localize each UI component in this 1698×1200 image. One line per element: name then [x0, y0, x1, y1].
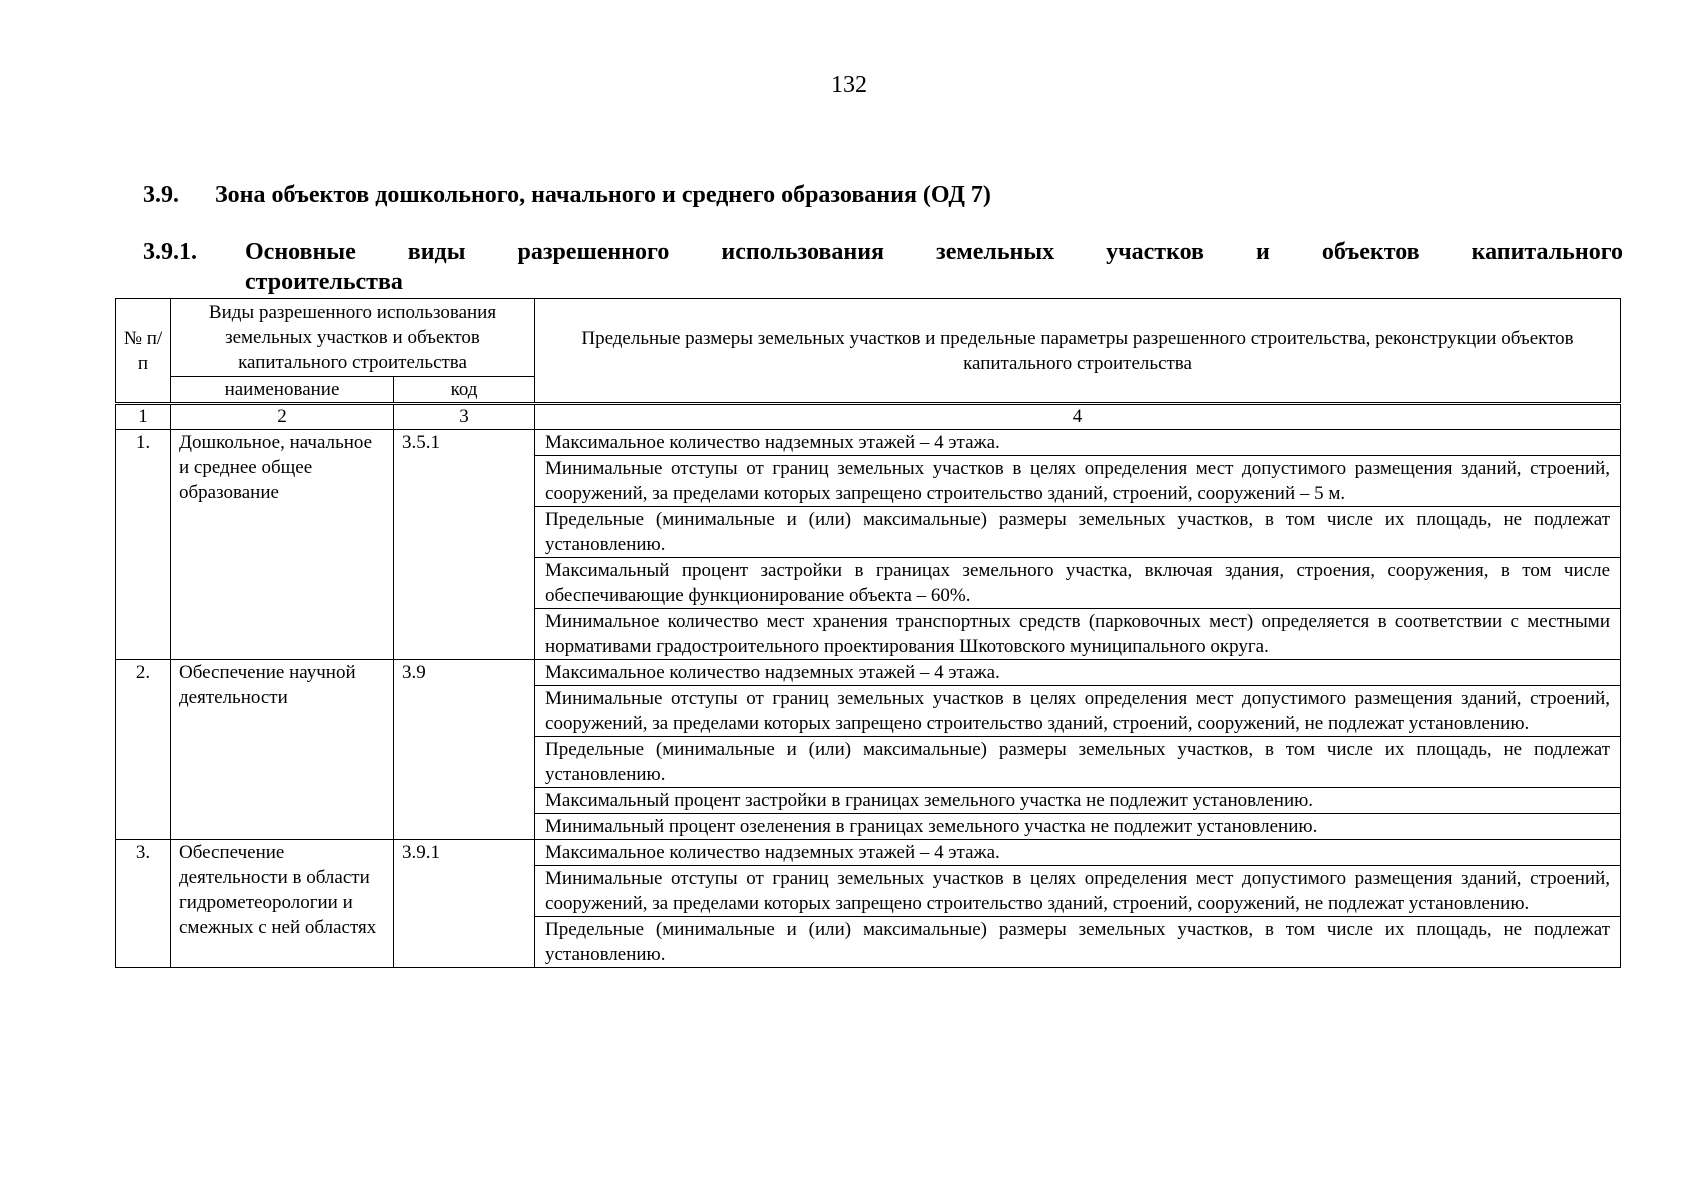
table-row — [116, 430, 1621, 456]
table-row — [116, 840, 1621, 866]
column-number-row — [116, 404, 1621, 430]
column-number: 3 — [394, 404, 535, 430]
subsection-number: 3.9.1. — [143, 239, 197, 265]
use-code: 3.9 — [394, 660, 535, 840]
parameter-cell: Максимальное количество надземных этажей – 4 этажа. — [535, 660, 1621, 686]
section-number: 3.9. — [143, 182, 179, 208]
parameter-cell: Предельные (минимальные и (или) максимальные) размеры земельных участков, в том числе их площадь, не подлежат установлению. — [535, 917, 1621, 968]
column-number: 2 — [171, 404, 394, 430]
parameter-cell: Максимальный процент застройки в границах земельного участка, включая здания, строения, сооружения, в том числе обеспечивающие функционирование объекта – 60%. — [535, 558, 1621, 609]
parameter-cell: Минимальное количество мест хранения транспортных средств (парковочных мест) определяется в соответствии с местными нормативами градостроительного проектирования Шкотовского муниципального округа. — [535, 609, 1621, 660]
parameter-cell: Минимальный процент озеленения в границах земельного участка не подлежит установлению. — [535, 814, 1621, 840]
header-code: код — [394, 377, 535, 404]
subsection-title-line2: строительства — [245, 269, 403, 295]
use-name: Обеспечение научной деятельности — [171, 660, 394, 840]
table-header — [116, 299, 1621, 404]
header-params: Предельные размеры земельных участков и предельные параметры разрешенного строительства, реконструкции объектов капитального строительства — [535, 299, 1621, 404]
section-title: Зона объектов дошкольного, начального и среднего образования (ОД 7) — [215, 182, 991, 208]
header-num: № п/п — [116, 299, 171, 404]
use-name: Дошкольное, начальное и среднее общее образование — [171, 430, 394, 660]
parameter-cell: Предельные (минимальные и (или) максимальные) размеры земельных участков, в том числе их площадь, не подлежат установлению. — [535, 507, 1621, 558]
parameter-cell: Минимальные отступы от границ земельных участков в целях определения мест допустимого размещения зданий, строений, сооружений, за пределами которых запрещено строительство зданий, строений, сооружений – 5 м. — [535, 456, 1621, 507]
row-number: 2. — [116, 660, 171, 840]
subsection-title-line1: Основные виды разрешенного использования земельных участков и объектов капитального — [245, 239, 1623, 265]
header-name: наименование — [171, 377, 394, 404]
parameter-cell: Предельные (минимальные и (или) максимальные) размеры земельных участков, в том числе их площадь, не подлежат установлению. — [535, 737, 1621, 788]
parameter-cell: Максимальный процент застройки в границах земельного участка не подлежит установлению. — [535, 788, 1621, 814]
use-name: Обеспечение деятельности в области гидрометеорологии и смежных с ней областях — [171, 840, 394, 968]
use-code: 3.5.1 — [394, 430, 535, 660]
column-number: 1 — [116, 404, 171, 430]
page-number: 132 — [831, 72, 867, 98]
row-number: 1. — [116, 430, 171, 660]
table-row — [116, 660, 1621, 686]
parameter-cell: Минимальные отступы от границ земельных участков в целях определения мест допустимого размещения зданий, строений, сооружений, за пределами которых запрещено строительство зданий, строений, сооружений, не подлежат установлению. — [535, 686, 1621, 737]
parameter-cell: Максимальное количество надземных этажей – 4 этажа. — [535, 430, 1621, 456]
subsection-heading — [143, 237, 1623, 297]
row-number: 3. — [116, 840, 171, 968]
section-heading — [143, 180, 1623, 210]
table-body — [116, 404, 1621, 968]
subsection-title — [245, 237, 1623, 297]
column-number: 4 — [535, 404, 1621, 430]
header-kinds: Виды разрешенного использования земельных участков и объектов капитального строительства — [171, 299, 535, 377]
parameter-cell: Максимальное количество надземных этажей – 4 этажа. — [535, 840, 1621, 866]
use-code: 3.9.1 — [394, 840, 535, 968]
parameter-cell: Минимальные отступы от границ земельных участков в целях определения мест допустимого размещения зданий, строений, сооружений, за пределами которых запрещено строительство зданий, строений, сооружений, не подлежат установлению. — [535, 866, 1621, 917]
permitted-use-table — [115, 298, 1621, 968]
